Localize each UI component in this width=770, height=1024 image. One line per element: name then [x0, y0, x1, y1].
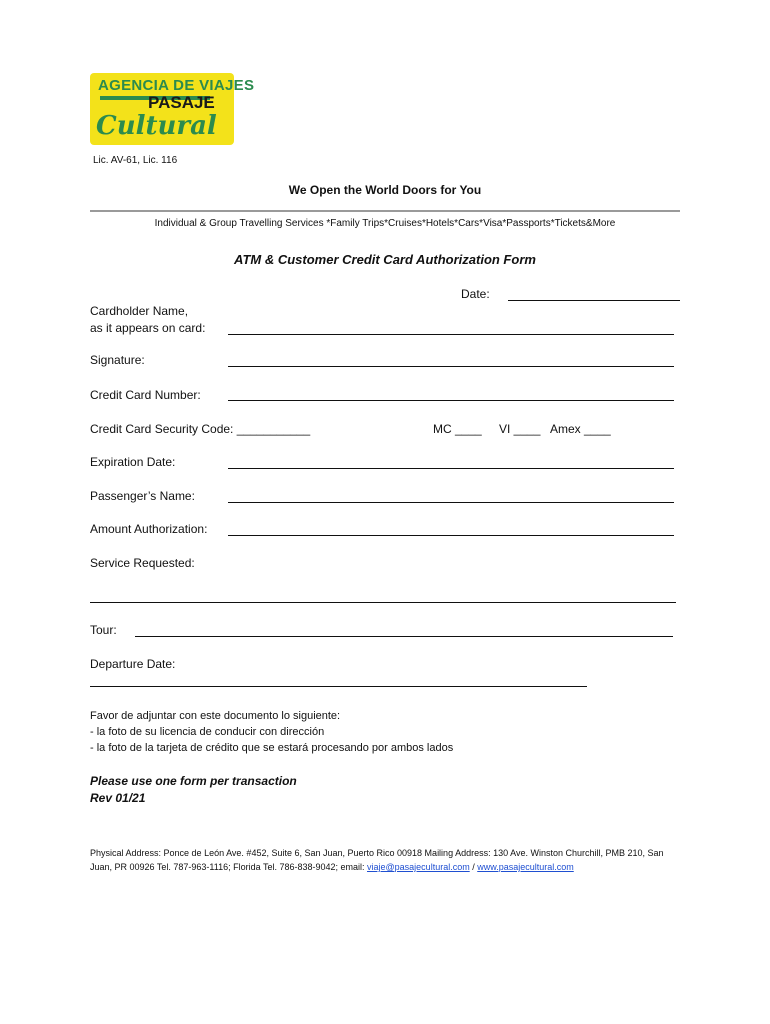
mc-option[interactable]: MC ____ [433, 422, 482, 436]
footer-separator: / [469, 862, 478, 872]
amount-label: Amount Authorization: [90, 522, 208, 536]
form-title: ATM & Customer Credit Card Authorization Form [234, 252, 536, 267]
instructions-block [90, 773, 297, 807]
amex-option[interactable]: Amex ____ [550, 422, 611, 436]
services-text: Individual & Group Travelling Services *Family Trips*Cruises*Hotels*Cars*Visa*Passports*Tickets&More [154, 218, 616, 229]
amount-field[interactable] [228, 535, 674, 536]
logo-line-3: Cultural [96, 111, 217, 141]
note-line-1: Favor de adjuntar con este documento lo siguiente: [90, 710, 341, 722]
passenger-label: Passenger’s Name: [90, 489, 195, 503]
logo-line-2: PASAJE [148, 93, 215, 112]
notes-block [90, 708, 453, 756]
signature-field[interactable] [228, 366, 674, 367]
expiration-field[interactable] [228, 468, 674, 469]
instruction-line-1: Please use one form per transaction [90, 774, 297, 788]
departure-field[interactable] [90, 686, 587, 687]
header-divider [90, 210, 680, 212]
date-field[interactable] [508, 300, 680, 301]
tour-label: Tour: [90, 623, 117, 637]
footer-address [90, 846, 680, 874]
expiration-label: Expiration Date: [90, 455, 176, 469]
license-text: Lic. AV-61, Lic. 116 [93, 155, 178, 166]
signature-label: Signature: [90, 353, 145, 367]
card-number-field[interactable] [228, 400, 674, 401]
note-line-3: - la foto de la tarjeta de crédito que se estará procesando por ambos lados [90, 742, 454, 754]
cardholder-label-1: Cardholder Name, [90, 304, 189, 318]
vi-option[interactable]: VI ____ [499, 422, 541, 436]
security-code-label[interactable]: Credit Card Security Code: ___________ [90, 422, 311, 436]
email-link[interactable]: viaje@pasajecultural.com [367, 862, 470, 872]
passenger-field[interactable] [228, 502, 674, 503]
footer-text: Physical Address: Ponce de León Ave. #452, Suite 6, San Juan, Puerto Rico 00918 Mailing Address: 130 Ave. Winston Churchill, PMB 210, San Juan, PR 00926 Tel. 787-963-1116; Florida Tel. 786-838-9042; email: [90, 848, 664, 872]
service-field[interactable] [90, 602, 676, 603]
date-label: Date: [461, 287, 490, 301]
cardholder-label-2: as it appears on card: [90, 321, 206, 335]
tour-field[interactable] [135, 636, 673, 637]
card-number-label: Credit Card Number: [90, 388, 201, 402]
website-link[interactable]: www.pasajecultural.com [477, 862, 574, 872]
logo-line-1: AGENCIA DE VIAJES [98, 77, 255, 94]
departure-label: Departure Date: [90, 657, 176, 671]
agency-logo [90, 73, 255, 145]
cardholder-field[interactable] [228, 334, 674, 335]
revision-text: Rev 01/21 [90, 791, 146, 805]
service-label: Service Requested: [90, 556, 195, 570]
note-line-2: - la foto de su licencia de conducir con dirección [90, 726, 325, 738]
slogan: We Open the World Doors for You [288, 183, 482, 197]
